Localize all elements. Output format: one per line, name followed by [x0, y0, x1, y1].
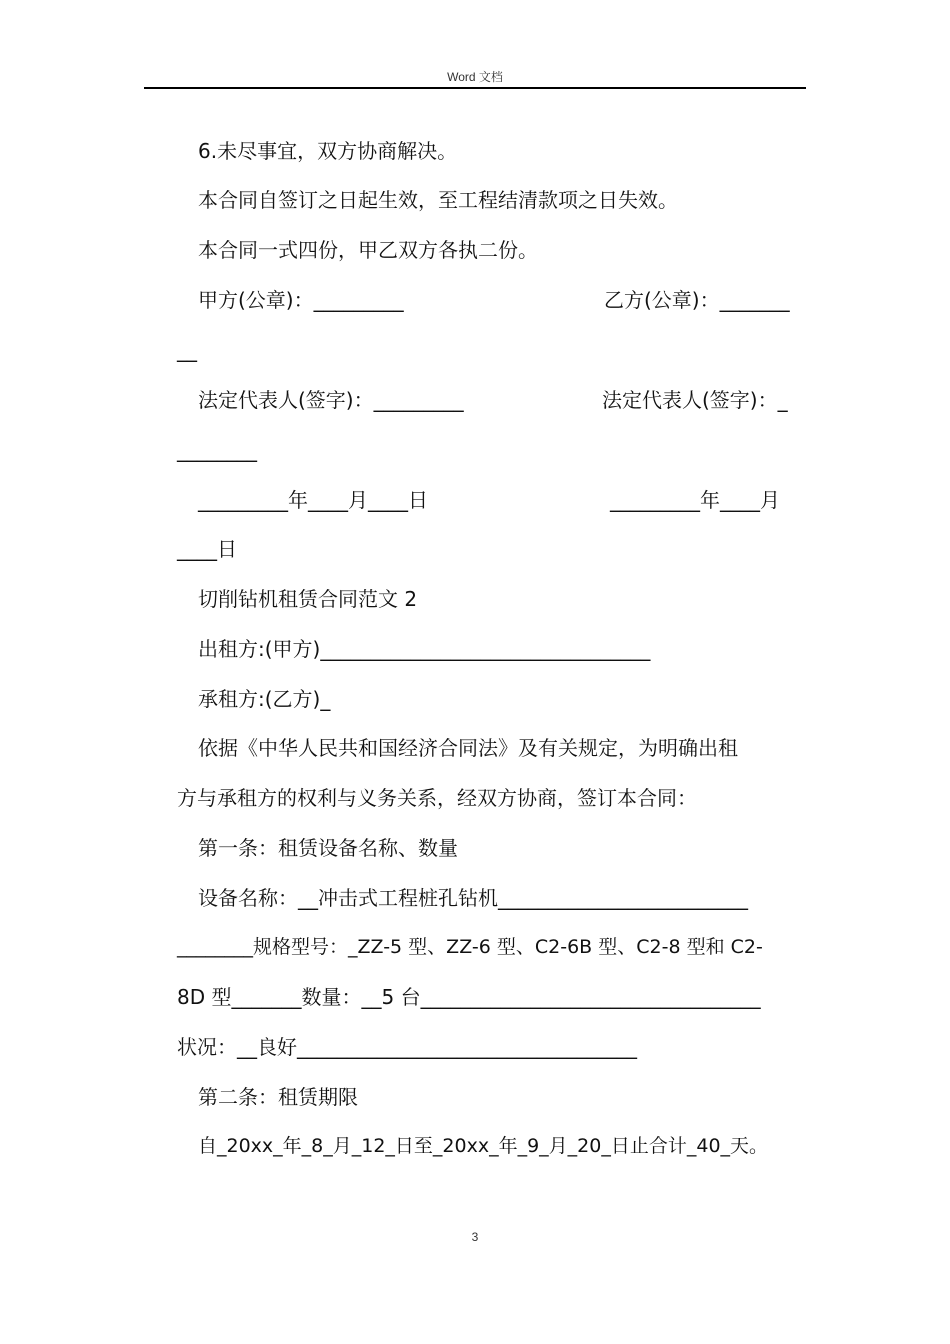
text-line: 本合同自签订之日起生效，至工程结清款项之日失效。 — [198, 188, 678, 212]
article-heading: 第一条：租赁设备名称、数量 — [198, 836, 458, 860]
text-line: 本合同一式四份，甲乙双方各执二份。 — [198, 238, 538, 262]
party-b-representative-line: 法定代表人(签字)：_ — [602, 388, 788, 412]
party-a-representative-line: 法定代表人(签字)：_________ — [198, 388, 464, 412]
header-divider — [144, 87, 806, 89]
lessee-line: 承租方:(乙方)_ — [198, 687, 331, 711]
party-b-seal-line: 乙方(公章)：_______ — [604, 288, 790, 312]
text-line: 8D 型_______数量：__5 台__________________________________ — [177, 985, 761, 1009]
article-heading: 第二条：租赁期限 — [198, 1085, 358, 1109]
text-line: ________ — [177, 438, 257, 462]
text-line: ____日 — [177, 537, 237, 561]
party-a-date-line: _________年____月____日 — [198, 488, 428, 512]
text-line: 状况：__良好__________________________________ — [177, 1035, 637, 1059]
text-line: 6.未尽事宜，双方协商解决。 — [198, 139, 458, 163]
header-title: Word 文档 — [447, 70, 503, 84]
text-line: 设备名称：__冲击式工程桩孔钻机_________________________ — [198, 886, 748, 910]
party-a-seal-line: 甲方(公章)：_________ — [198, 288, 404, 312]
text-line: ________规格型号：_ZZ-5 型、ZZ-6 型、C2-6B 型、C2-8 型和 C2- — [177, 936, 763, 958]
page-number: 3 — [471, 1230, 479, 1244]
text-line: 依据《中华人民共和国经济合同法》及有关规定，为明确出租 — [198, 736, 738, 760]
section-title: 切削钻机租赁合同范文 2 — [198, 587, 418, 611]
text-line: __ — [177, 338, 197, 362]
text-line: 方与承租方的权利与义务关系，经双方协商，签订本合同： — [177, 786, 697, 810]
party-b-date-line: _________年____月 — [610, 488, 780, 512]
lessor-line: 出租方:(甲方)_________________________________ — [198, 637, 651, 661]
text-line: 自_20xx_年_8_月_12_日至_20xx_年_9_月_20_日止合计_40_天。 — [198, 1135, 769, 1157]
